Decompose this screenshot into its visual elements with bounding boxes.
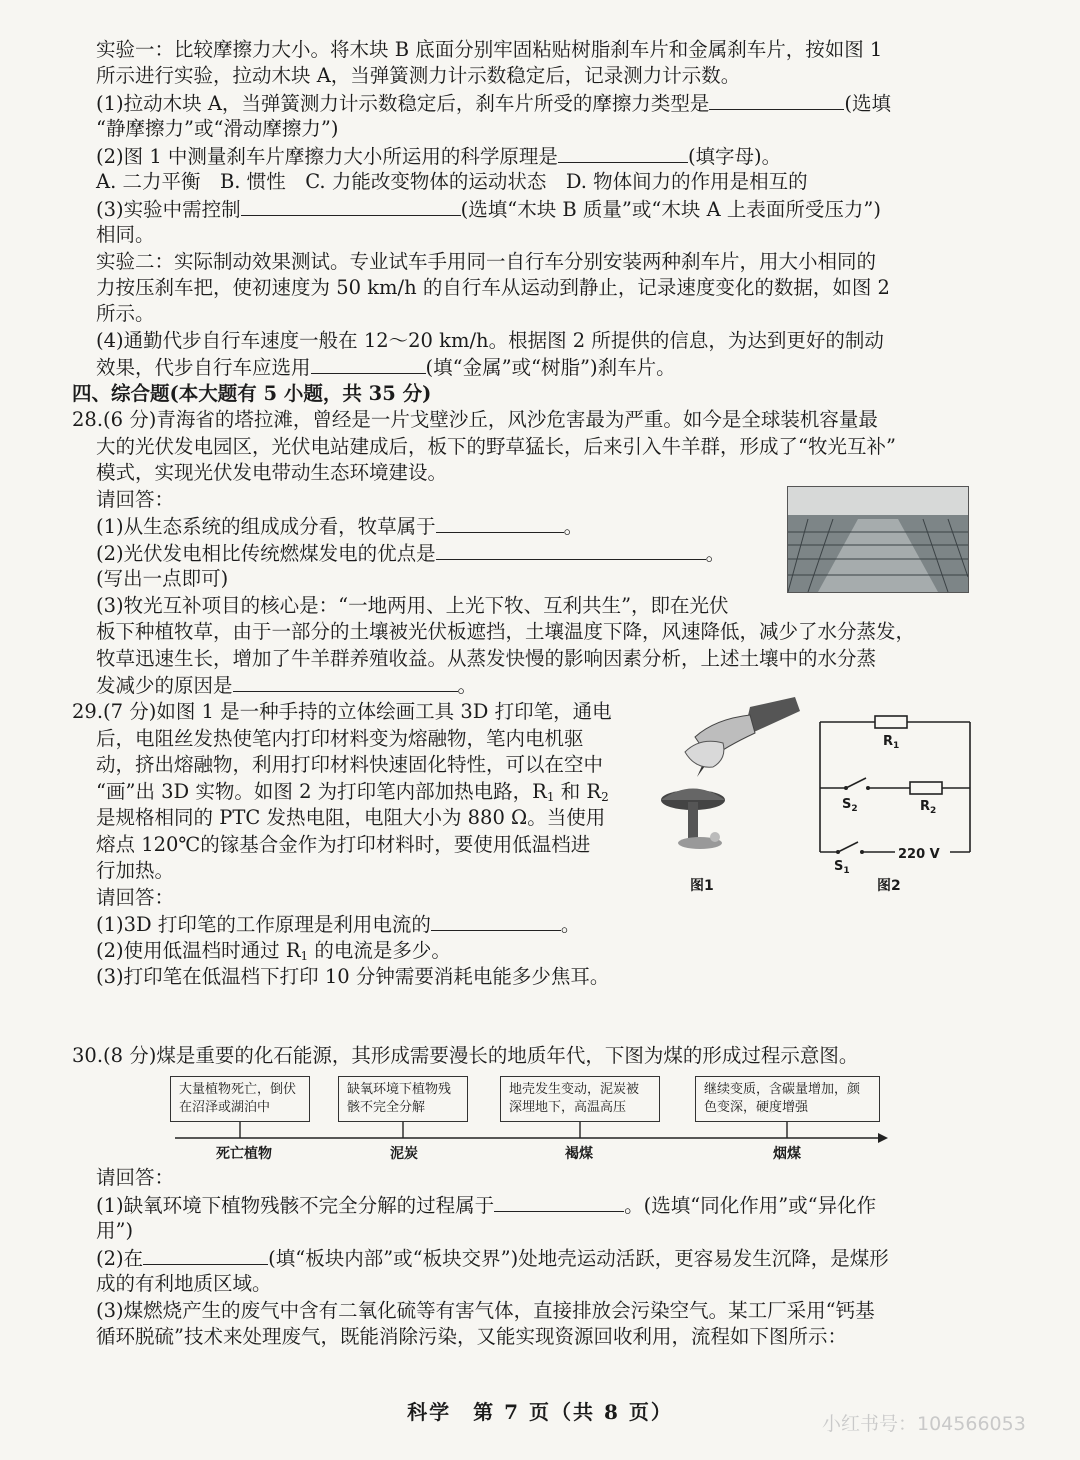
subscript-1: 1 — [546, 790, 555, 804]
q29-ask: 请回答： — [96, 886, 175, 909]
answer-blank-6[interactable] — [436, 541, 706, 560]
q29-s2 — [96, 939, 451, 968]
q30-s2-hint: (填“板块内部”或“板块交界”)处地壳运动活跃，更容易发生沉降，是煤形 — [268, 1247, 889, 1270]
q28-s2 — [96, 541, 725, 566]
q29-s2-text: (2)使用低温档时通过 R — [96, 939, 301, 962]
r1-sub: 1 — [893, 741, 900, 751]
q28-s3-text: 发减少的原因是 — [96, 674, 233, 697]
q29-line5: 是规格相同的 PTC 发热电阻，电阻大小为 880 Ω。当使用 — [96, 806, 606, 829]
q30-s3-line1: (3)煤燃烧产生的废气中含有二氧化硫等有害气体，直接排放会污染空气。某工厂采用“钙基 — [96, 1299, 875, 1322]
q28-s3-line4 — [96, 673, 477, 698]
solar-panel-image — [788, 487, 968, 592]
q29-s1 — [96, 912, 580, 937]
q29-line2: 后，电阻丝发热使笔内打印材料变为熔融物，笔内电机驱 — [96, 727, 584, 750]
q28-ask: 请回答： — [96, 488, 175, 511]
page-footer: 科学 第 7 页（共 8 页） — [407, 1400, 673, 1424]
q28-s3-line3: 牧草迅速生长，增加了牛羊群养殖收益。从蒸发快慢的影响因素分析，上述土壤中的水分蒸 — [96, 647, 877, 670]
q28-s1-text: (1)从生态系统的组成成分看，牧草属于 — [96, 515, 436, 538]
flow-box-1: 大量植物死亡，倒伏在沼泽或湖泊中 — [170, 1076, 310, 1122]
q29-line4-text: “画”出 3D 实物。如图 2 为打印笔内部加热电路，R — [96, 780, 547, 803]
q30-s1 — [96, 1193, 876, 1218]
q29-line4 — [96, 780, 609, 809]
fig2-caption: 图2 — [877, 878, 901, 894]
flow-label-lignite: 褐煤 — [565, 1146, 593, 1162]
s2-letter: S — [842, 797, 852, 812]
s1-sub: 1 — [843, 866, 850, 876]
flow-box-2: 缺氧环境下植物残骸不完全分解 — [338, 1076, 468, 1122]
exp2-line3: 所示。 — [96, 302, 155, 325]
q29-line1: 29.(7 分)如图 1 是一种手持的立体绘画工具 3D 打印笔，通电 — [72, 700, 612, 723]
flow-label-peat: 泥炭 — [390, 1146, 418, 1162]
exp1-q1-hint: (选填 — [844, 92, 892, 115]
exp1-line1: 实验一：比较摩擦力大小。将木块 B 底面分别牢固粘贴树脂刹车片和金属刹车片，按如图 1 — [96, 38, 883, 61]
s2-sub: 2 — [851, 804, 858, 814]
s1-label — [834, 855, 850, 883]
q29-line3: 动，挤出熔融物，利用打印材料快速固化特性，可以在空中 — [96, 753, 604, 776]
q28-s3-line2: 板下种植牧草，由于一部分的土壤被光伏板遮挡，土壤温度下降，风速降低，减少了水分蒸发， — [96, 620, 916, 643]
exp1-line2: 所示进行实验，拉动木块 A，当弹簧测力计示数稳定后，记录测力计示数。 — [96, 64, 741, 87]
flow-box-3: 地壳发生变动，泥炭被深埋地下，高温高压 — [500, 1076, 660, 1122]
coal-formation-diagram — [170, 1070, 890, 1165]
answer-blank-10[interactable] — [143, 1246, 268, 1265]
q28-line3: 模式，实现光伏发电带动生态环境建设。 — [96, 461, 448, 484]
q30-s2-end: 成的有利地质区域。 — [96, 1272, 272, 1295]
answer-blank-3[interactable] — [241, 197, 461, 216]
r2-letter: R — [920, 799, 931, 814]
section-heading: 四、综合题(本大题有 5 小题，共 35 分) — [72, 382, 432, 405]
exp2-line1: 实验二：实际制动效果测试。专业试车手用同一自行车分别安装两种刹车片，用大小相同的 — [96, 250, 877, 273]
q29-line4-and: 和 R — [554, 780, 602, 803]
answer-blank-8[interactable] — [431, 912, 561, 931]
flow-label-bituminous: 烟煤 — [773, 1146, 801, 1162]
exp2-q4: (4)通勤代步自行车速度一般在 12～20 km/h。根据图 2 所提供的信息，为达到更好的制动 — [96, 329, 884, 352]
q28-s1-end: 。 — [563, 515, 584, 538]
q28-s2-end: 。 — [705, 542, 726, 565]
q30-s2-text: (2)在 — [96, 1247, 144, 1270]
q30-s3-line2: 循环脱硫”技术来处理废气，既能消除污染，又能实现资源回收利用，流程如下图所示： — [96, 1325, 847, 1348]
subscript-2: 2 — [601, 790, 609, 804]
exp1-q3-hint: (选填“木块 B 质量”或“木块 A 上表面所受压力”) — [460, 198, 881, 221]
q29-line7: 行加热。 — [96, 859, 175, 882]
answer-blank-4[interactable] — [311, 355, 426, 374]
answer-blank-5[interactable] — [436, 514, 564, 533]
flow-label-dead-plants: 死亡植物 — [216, 1146, 272, 1162]
flow-box-4: 继续变质，含碳量增加，颜色变深，硬度增强 — [695, 1076, 880, 1122]
exp2-line2: 力按压刹车把，使初速度为 50 km/h 的自行车从运动到静止，记录速度变化的数据，如图 2 — [96, 276, 890, 299]
3d-pen-figure — [655, 697, 805, 857]
exp2-q4-text: 效果，代步自行车应选用 — [96, 356, 311, 379]
q30-line1: 30.(8 分)煤是重要的化石能源，其形成需要漫长的地质年代，下图为煤的形成过程示意图。 — [72, 1044, 859, 1067]
q28-s3-end: 。 — [457, 674, 478, 697]
q30-s1-text: (1)缺氧环境下植物残骸不完全分解的过程属于 — [96, 1194, 495, 1217]
q28-s3-line1: (3)牧光互补项目的核心是：“一地两用、上光下牧、互利共生”，即在光伏 — [96, 594, 729, 617]
exp1-q3 — [96, 197, 881, 222]
exp1-q2-choices: A. 二力平衡 B. 惯性 C. 力能改变物体的运动状态 D. 物体间力的作用是相互的 — [96, 170, 808, 193]
q29-line6: 熔点 120℃的镓基合金作为打印材料时，要使用低温档进 — [96, 833, 591, 856]
voltage-label: 220 V — [898, 847, 940, 862]
r1-label — [883, 730, 899, 758]
solar-panel-photo — [787, 486, 969, 593]
q29-s1-end: 。 — [560, 913, 581, 936]
exp1-q3-end: 相同。 — [96, 223, 155, 246]
exp2-q4-answer — [96, 355, 676, 380]
r2-label — [920, 795, 936, 823]
exp1-q2-hint: (填字母)。 — [687, 145, 782, 168]
answer-blank-9[interactable] — [494, 1193, 624, 1212]
subscript-1b: 1 — [300, 949, 309, 963]
exp1-q1 — [96, 91, 891, 116]
q29-s1-text: (1)3D 打印笔的工作原理是利用电流的 — [96, 913, 431, 936]
answer-blank-1[interactable] — [709, 91, 844, 110]
q28-s2-note: (写出一点即可) — [96, 567, 229, 590]
q28-line2: 大的光伏发电园区，光伏电站建成后，板下的野草猛长，后来引入牛羊群，形成了“牧光互补” — [96, 435, 896, 458]
s2-label — [842, 793, 858, 821]
q28-s2-text: (2)光伏发电相比传统燃煤发电的优点是 — [96, 542, 436, 565]
answer-blank-7[interactable] — [233, 673, 458, 692]
exp2-q4-hint: (填“金属”或“树脂”)刹车片。 — [425, 356, 676, 379]
exp1-q1-text: (1)拉动木块 A，当弹簧测力计示数稳定后，刹车片所受的摩擦力类型是 — [96, 92, 710, 115]
q30-s2 — [96, 1246, 889, 1271]
answer-blank-2[interactable] — [558, 144, 688, 163]
q30-s1-hint: 。(选填“同化作用”或“异化作 — [624, 1194, 877, 1217]
q30-s1-end: 用”) — [96, 1219, 134, 1242]
q30-ask: 请回答： — [96, 1166, 175, 1189]
r2-sub: 2 — [930, 806, 937, 816]
exp1-q2-text: (2)图 1 中测量刹车片摩擦力大小所运用的科学原理是 — [96, 145, 558, 168]
exp1-q3-text: (3)实验中需控制 — [96, 198, 241, 221]
fig1-caption: 图1 — [690, 878, 714, 894]
watermark: 小红书号：104566053 — [822, 1413, 1026, 1435]
exp1-q2 — [96, 144, 781, 169]
q28-line1: 28.(6 分)青海省的塔拉滩，曾经是一片戈壁沙丘，风沙危害最为严重。如今是全球装机容量最 — [72, 408, 878, 431]
q29-s2-end: 的电流是多少。 — [308, 939, 451, 962]
r1-letter: R — [883, 734, 894, 749]
q28-s1 — [96, 514, 583, 539]
s1-letter: S — [834, 859, 844, 874]
exp1-q1-options: “静摩擦力”或“滑动摩擦力”) — [96, 117, 339, 140]
q29-s3: (3)打印笔在低温档下打印 10 分钟需要消耗电能多少焦耳。 — [96, 965, 610, 988]
